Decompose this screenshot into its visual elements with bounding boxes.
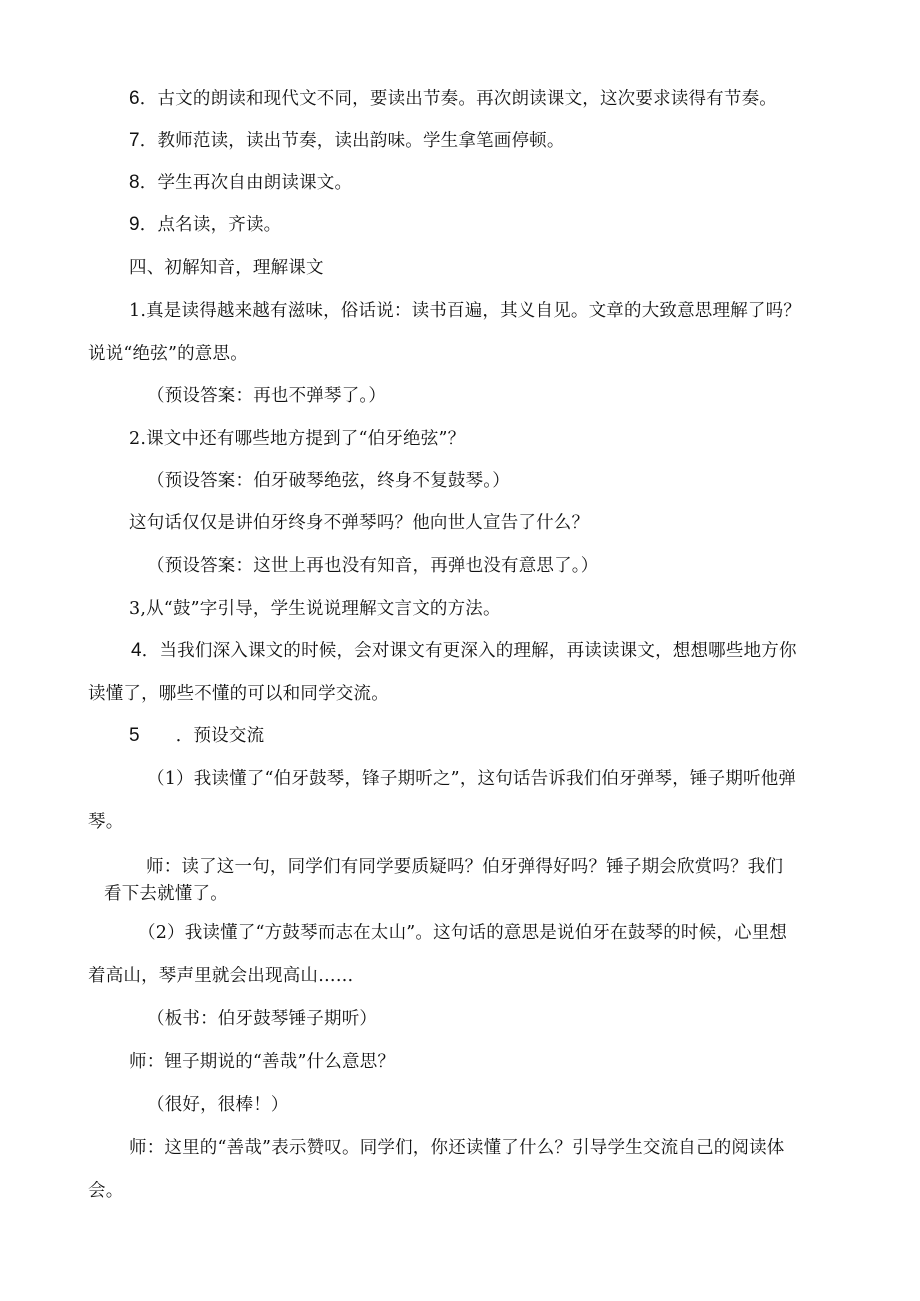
section-heading: 四、初解知音，理解课文 xyxy=(129,258,324,278)
item-9 xyxy=(129,213,281,237)
item-number: 8 xyxy=(129,172,140,193)
exchange-2-line-2: 着高山，琴声里就会出现高山…… xyxy=(88,966,354,986)
item-text: ．当我们深入课文的时候，会对课文有更深入的理解，再读读课文，想想哪些地方你 xyxy=(141,641,797,661)
question-1-answer: （预设答案：再也不弹琴了。） xyxy=(147,386,387,406)
item-number: 5 xyxy=(129,725,140,746)
exchange-2-line-1: （2）我读懂了“方鼓琴而志在太山”。这句话的意思是说伯牙在鼓琴的时候，心里想 xyxy=(138,923,788,943)
question-5 xyxy=(129,724,264,748)
question-2: 2.课文中还有哪些地方提到了“伯牙绝弦”？ xyxy=(129,429,466,449)
question-2-followup-answer: （预设答案：这世上再也没有知音，再弹也没有意思了。） xyxy=(147,556,599,576)
exchange-1-line-1: （1）我读懂了“伯牙鼓琴，锋子期听之”，这句话告诉我们伯牙弹琴，锤子期听他弹 xyxy=(147,769,797,789)
item-text: ．点名读，齐读。 xyxy=(139,215,282,235)
item-text: ．古文的朗读和现代文不同，要读出节奏。再次朗读课文，这次要求读得有节奏。 xyxy=(139,89,777,109)
teacher-remark-1-line-1: 师：读了这一句，同学们有同学要质疑吗？伯牙弹得好吗？锤子期会欣赏吗？我们 xyxy=(146,857,784,877)
teacher-remark-1-line-2: 看下去就懂了。 xyxy=(104,884,228,904)
praise-note: （很好，很棒！） xyxy=(147,1095,289,1115)
item-number: 6 xyxy=(129,88,140,109)
exchange-1-line-2: 琴。 xyxy=(88,812,124,832)
item-number: 4 xyxy=(131,640,142,661)
question-2-followup: 这句话仅仅是讲伯牙终身不弹琴吗？他向世人宣告了什么？ xyxy=(129,513,590,533)
question-4-line-1 xyxy=(131,639,797,663)
question-1-line-2: 说说“绝弦”的意思。 xyxy=(88,344,248,364)
item-text: ．教师范读，读出节奏，读出韵味。学生拿笔画停顿。 xyxy=(139,131,565,151)
item-6 xyxy=(129,87,777,111)
question-1-line-1: 1.真是读得越来越有滋味，俗话说：读书百遍，其义自见。文章的大致意思理解了吗？ xyxy=(129,301,801,321)
question-3: 3,从“鼓”字引导，学生说说理解文言文的方法。 xyxy=(129,599,501,619)
question-2-answer: （预设答案：伯牙破琴绝弦，终身不复鼓琴。） xyxy=(147,471,510,491)
item-number: 9 xyxy=(129,214,140,235)
question-4-line-2: 读懂了，哪些不懂的可以和同学交流。 xyxy=(88,684,389,704)
teacher-remark-2: 师：锂子期说的“善哉”什么意思？ xyxy=(129,1052,396,1072)
item-7 xyxy=(129,129,565,153)
item-text: ．预设交流 xyxy=(175,726,265,746)
teacher-remark-3-line-1: 师：这里的“善哉”表示赞叹。同学们，你还读懂了什么？引导学生交流自己的阅读体 xyxy=(129,1138,785,1158)
teacher-remark-3-line-2: 会。 xyxy=(88,1181,124,1201)
item-number: 7 xyxy=(129,130,140,151)
item-8 xyxy=(129,171,352,195)
item-text: ．学生再次自由朗读课文。 xyxy=(139,173,353,193)
board-writing: （板书：伯牙鼓琴锤子期听） xyxy=(147,1009,378,1029)
